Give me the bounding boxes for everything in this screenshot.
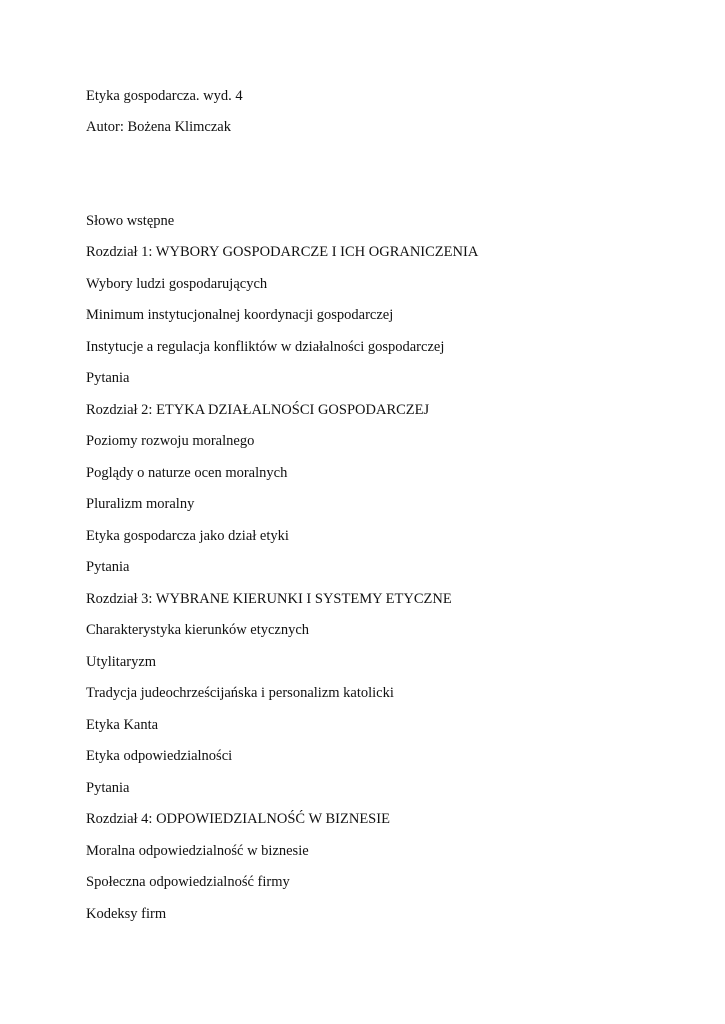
toc-entry: Pluralizm moralny (86, 496, 195, 512)
toc-entry: Charakterystyka kierunków etycznych (86, 622, 310, 638)
document-title: Etyka gospodarcza. wyd. 4 (86, 88, 243, 104)
toc-entry: Etyka gospodarcza jako dział etyki (86, 528, 289, 544)
toc-entry: Kodeksy firm (86, 906, 167, 922)
toc-entry: Poziomy rozwoju moralnego (86, 433, 255, 449)
toc-entry: Społeczna odpowiedzialność firmy (86, 874, 290, 890)
toc-entry: Instytucje a regulacja konfliktów w działalności gospodarczej (86, 339, 445, 355)
toc-entry-questions: Pytania (86, 559, 130, 575)
toc-entry-questions: Pytania (86, 370, 130, 386)
toc-chapter-2: Rozdział 2: ETYKA DZIAŁALNOŚCI GOSPODARCZEJ (86, 402, 430, 418)
toc-entry: Wybory ludzi gospodarujących (86, 276, 268, 292)
document-author: Autor: Bożena Klimczak (86, 119, 231, 135)
toc-entry: Utylitaryzm (86, 654, 157, 670)
toc-entry: Poglądy o naturze ocen moralnych (86, 465, 288, 481)
toc-chapter-1: Rozdział 1: WYBORY GOSPODARCZE I ICH OGRANICZENIA (86, 244, 479, 260)
toc-chapter-4: Rozdział 4: ODPOWIEDZIALNOŚĆ W BIZNESIE (86, 811, 390, 827)
toc-entry-foreword: Słowo wstępne (86, 213, 175, 229)
toc-entry: Etyka odpowiedzialności (86, 748, 233, 764)
toc-entry: Moralna odpowiedzialność w biznesie (86, 843, 309, 859)
toc-entry-questions: Pytania (86, 780, 130, 796)
toc-entry: Etyka Kanta (86, 717, 159, 733)
toc-chapter-3: Rozdział 3: WYBRANE KIERUNKI I SYSTEMY ETYCZNE (86, 591, 452, 607)
toc-entry: Minimum instytucjonalnej koordynacji gospodarczej (86, 307, 394, 323)
toc-entry: Tradycja judeochrześcijańska i personalizm katolicki (86, 685, 394, 701)
